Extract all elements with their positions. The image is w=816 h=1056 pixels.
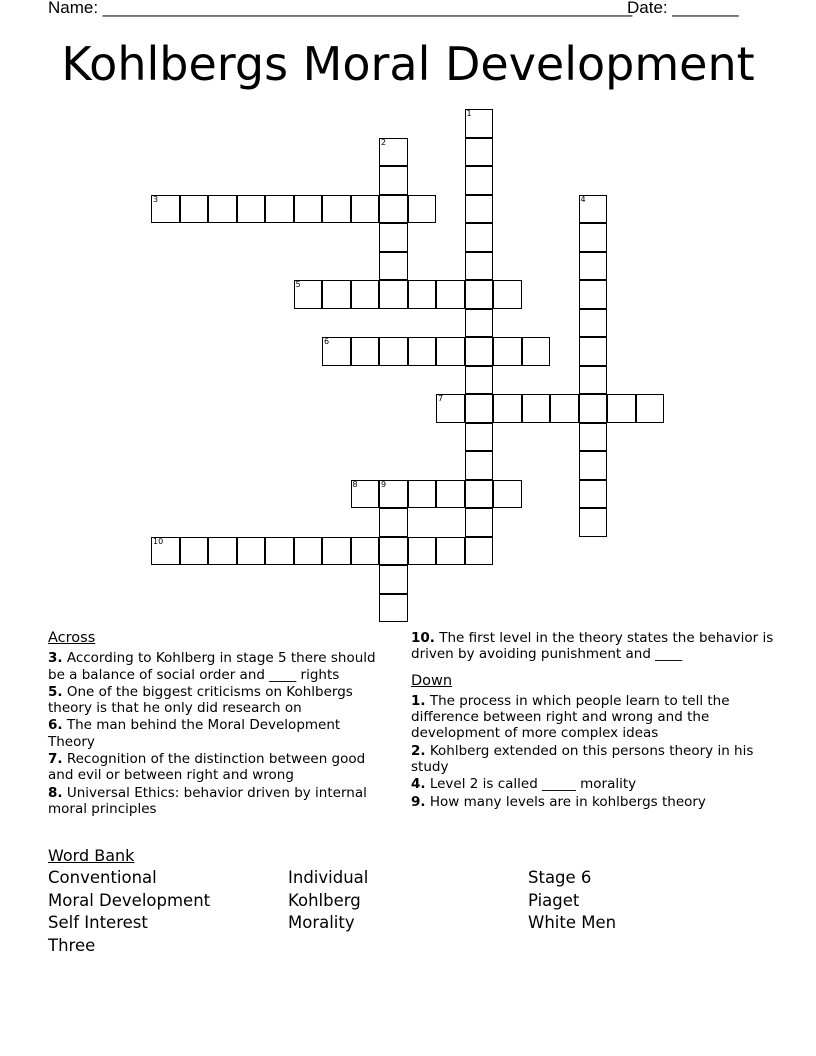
crossword-cell[interactable] (579, 252, 608, 281)
crossword-cell[interactable] (351, 337, 380, 366)
crossword-cell[interactable] (379, 252, 408, 281)
crossword-cell[interactable] (579, 309, 608, 338)
crossword-cell[interactable] (180, 537, 209, 566)
crossword-cell[interactable] (379, 138, 408, 167)
crossword-cell[interactable] (579, 423, 608, 452)
clue-text: Recognition of the distinction between good and evil or between right and wrong (48, 751, 366, 784)
crossword-cell[interactable] (465, 138, 494, 167)
crossword-cell[interactable] (208, 195, 237, 224)
clue-number: 5. (48, 683, 63, 700)
word-bank-item: Individual (288, 868, 369, 887)
word-bank-item: Three (48, 935, 96, 955)
crossword-cell[interactable] (408, 195, 437, 224)
clue-number: 9. (411, 793, 426, 810)
crossword-cell[interactable] (465, 195, 494, 224)
cell-number: 7 (438, 394, 444, 403)
crossword-cell[interactable] (436, 537, 465, 566)
crossword-cell[interactable] (465, 280, 494, 309)
crossword-cell[interactable] (322, 195, 351, 224)
clue-number: 4. (411, 776, 426, 793)
crossword-cell[interactable] (294, 280, 323, 309)
crossword-cell[interactable] (436, 480, 465, 509)
word-bank-item: Self Interest (48, 913, 148, 932)
crossword-cell[interactable] (465, 252, 494, 281)
crossword-cell[interactable] (379, 337, 408, 366)
crossword-cell[interactable] (436, 337, 465, 366)
word-bank-item: White Men (528, 913, 617, 932)
crossword-cell[interactable] (379, 537, 408, 566)
down-clues (411, 673, 776, 810)
clue-across-5 (48, 684, 383, 717)
crossword-cell[interactable] (493, 280, 522, 309)
clue-text: The first level in the theory states the behavior is driven by avoiding punishment and ____ (411, 630, 774, 663)
crossword-cell[interactable] (351, 537, 380, 566)
page-title: Kohlbergs Moral Development (61, 37, 755, 91)
crossword-cell[interactable] (351, 280, 380, 309)
crossword-cell[interactable] (465, 337, 494, 366)
crossword-cell[interactable] (465, 451, 494, 480)
crossword-cell[interactable] (408, 480, 437, 509)
cell-number: 3 (153, 194, 159, 204)
crossword-cell[interactable] (379, 223, 408, 252)
clue-across-10 (411, 630, 776, 663)
cell-number: 5 (295, 280, 301, 289)
clue-down-9 (411, 794, 776, 810)
crossword-cell[interactable] (579, 451, 608, 480)
clue-text: Kohlberg extended on this persons theory in his study (411, 742, 754, 776)
across-heading: Across (48, 630, 96, 646)
clue-text: Universal Ethics: behavior driven by internal moral principles (48, 784, 367, 817)
crossword-cell[interactable] (522, 394, 551, 423)
crossword-cell[interactable] (579, 337, 608, 366)
crossword-cell[interactable] (379, 195, 408, 224)
crossword-cell[interactable] (636, 394, 665, 423)
crossword-cell[interactable] (379, 280, 408, 309)
crossword-cell[interactable] (579, 280, 608, 309)
crossword-cell[interactable] (550, 394, 579, 423)
crossword-cell[interactable] (522, 337, 551, 366)
clue-down-2 (411, 743, 776, 776)
crossword-cell[interactable] (436, 280, 465, 309)
crossword-cell[interactable] (607, 394, 636, 423)
down-heading: Down (411, 672, 453, 689)
crossword-cell[interactable] (465, 309, 494, 338)
crossword-cell[interactable] (579, 223, 608, 252)
crossword-cell[interactable] (322, 337, 351, 366)
clue-across-7 (48, 751, 383, 784)
crossword-cell[interactable] (465, 394, 494, 423)
clue-text: One of the biggest criticisms on Kohlbergs theory is that he only did research on (48, 683, 353, 717)
crossword-cell[interactable] (294, 195, 323, 224)
crossword-cell[interactable] (579, 195, 608, 224)
crossword-cell[interactable] (579, 394, 608, 423)
word-bank-item: Kohlberg (288, 890, 361, 910)
crossword-cell[interactable] (151, 195, 180, 224)
clue-down-4 (411, 776, 776, 792)
cell-number: 6 (324, 337, 330, 346)
word-bank-item: Morality (288, 913, 355, 932)
crossword-cell[interactable] (493, 337, 522, 366)
clue-number: 1. (411, 692, 426, 709)
clue-text: According to Kohlberg in stage 5 there should be a balance of social order and ____ rights (48, 650, 376, 683)
clue-text: The process in which people learn to tell the difference between right and wrong and the development of more complex ideas (411, 692, 730, 742)
cell-number: 9 (381, 479, 387, 489)
crossword-cell[interactable] (579, 480, 608, 509)
crossword-cell[interactable] (465, 537, 494, 566)
crossword-cell[interactable] (465, 223, 494, 252)
crossword-cell[interactable] (208, 537, 237, 566)
clue-text: How many levels are in kohlbergs theory (429, 793, 706, 810)
clue-number: 3. (48, 650, 63, 667)
crossword-cell[interactable] (351, 195, 380, 224)
word-bank-item: Piaget (528, 890, 580, 910)
clue-across-6 (48, 717, 383, 750)
crossword-cell[interactable] (408, 537, 437, 566)
clue-text: The man behind the Moral Development Theory (48, 717, 341, 750)
crossword-cell[interactable] (379, 594, 408, 623)
word-bank-item: Conventional (48, 868, 157, 887)
clue-across-8 (48, 785, 383, 818)
crossword-cell[interactable] (151, 537, 180, 566)
cell-number: 4 (580, 194, 586, 204)
clue-number: 7. (48, 751, 63, 768)
word-bank-item: Moral Development (48, 890, 211, 910)
crossword-cell[interactable] (465, 480, 494, 509)
clue-across-3 (48, 650, 383, 683)
clue-number: 10. (411, 630, 435, 646)
crossword-cell[interactable] (579, 508, 608, 537)
clues-left-column (48, 630, 383, 818)
clue-text: Level 2 is called _____ morality (429, 776, 637, 793)
crossword-cell[interactable] (322, 537, 351, 566)
crossword-cell[interactable] (579, 366, 608, 395)
crossword-cell[interactable] (379, 166, 408, 195)
crossword-cell[interactable] (436, 394, 465, 423)
crossword-cell[interactable] (465, 423, 494, 452)
cell-number: 10 (153, 536, 164, 546)
word-bank (48, 846, 788, 957)
crossword-cell[interactable] (493, 394, 522, 423)
crossword-cell[interactable] (237, 195, 266, 224)
crossword-cell[interactable] (493, 480, 522, 509)
cell-number: 1 (466, 109, 472, 118)
clue-number: 8. (48, 784, 63, 801)
word-bank-item: Stage 6 (528, 868, 592, 887)
crossword-cell[interactable] (322, 280, 351, 309)
crossword-cell[interactable] (351, 480, 380, 509)
name-field[interactable]: Name: ________________________________________________________ (48, 0, 633, 17)
clues-right-column (411, 630, 776, 811)
crossword-cell[interactable] (237, 537, 266, 566)
crossword-cell[interactable] (294, 537, 323, 566)
crossword-cell[interactable] (379, 508, 408, 537)
cell-number: 2 (381, 137, 387, 147)
clue-number: 2. (411, 742, 426, 759)
crossword-cell[interactable] (465, 366, 494, 395)
crossword-cell[interactable] (180, 195, 209, 224)
clue-down-1 (411, 693, 776, 742)
word-bank-list (48, 867, 788, 957)
crossword-cell[interactable] (265, 537, 294, 566)
crossword-cell[interactable] (265, 195, 294, 224)
date-field[interactable]: Date: _______ (627, 0, 739, 17)
crossword-cell[interactable] (408, 337, 437, 366)
crossword-cell[interactable] (465, 166, 494, 195)
clue-number: 6. (48, 717, 63, 734)
crossword-cell[interactable] (465, 109, 494, 138)
cell-number: 8 (352, 479, 358, 489)
crossword-cell[interactable] (408, 280, 437, 309)
crossword-cell[interactable] (465, 508, 494, 537)
crossword-cell[interactable] (379, 480, 408, 509)
word-bank-title: Word Bank (48, 846, 135, 865)
crossword-cell[interactable] (379, 565, 408, 594)
